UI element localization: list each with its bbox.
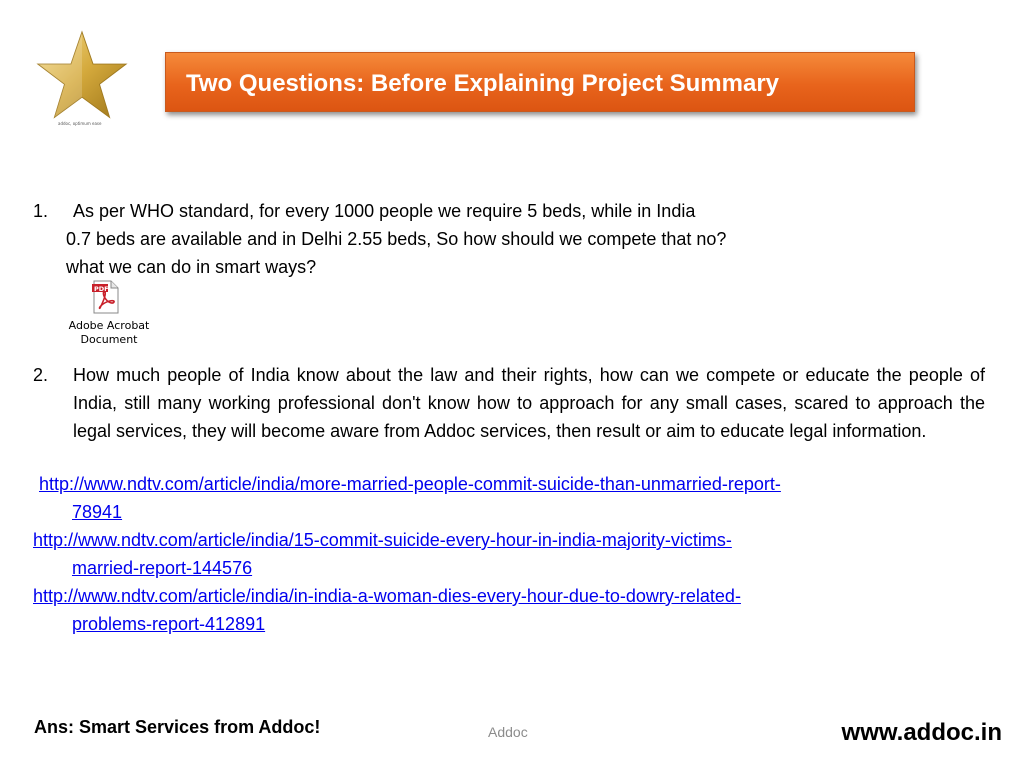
question-2-number: 2. bbox=[33, 365, 49, 385]
link-1-part-2: 78941 bbox=[72, 502, 123, 522]
question-2-text: How much people of India know about the law and their rights, how can we compete or educate the people of India, still many working professional don't know how to approach for any small cases, scared to approach the legal services, they will become aware from Addoc services, then result or aim to educate legal information. bbox=[73, 365, 985, 441]
footer-brand: Addoc bbox=[488, 724, 528, 740]
addoc-logo bbox=[30, 30, 134, 134]
pdf-file-icon bbox=[92, 280, 120, 314]
link-1-part-1: http://www.ndtv.com/article/india/more-married-people-commit-suicide-than-unmarried-report- bbox=[39, 474, 781, 494]
star-icon bbox=[36, 30, 128, 122]
question-1-line-3: what we can do in smart ways? bbox=[66, 257, 317, 277]
slide-title: Two Questions: Before Explaining Project Summary bbox=[186, 70, 780, 97]
title-banner bbox=[165, 52, 915, 112]
question-1-line-1: As per WHO standard, for every 1000 people we require 5 beds, while in India bbox=[73, 201, 696, 221]
reference-link-item bbox=[33, 582, 993, 638]
link-2-part-2: married-report-144576 bbox=[72, 558, 253, 578]
answer-text: Ans: Smart Services from Addoc! bbox=[34, 717, 321, 737]
question-1-number: 1. bbox=[33, 201, 49, 221]
pdf-attachment[interactable] bbox=[58, 278, 168, 352]
link-2-part-1: http://www.ndtv.com/article/india/15-commit-suicide-every-hour-in-india-majority-victims- bbox=[33, 530, 732, 550]
logo-tagline: addoc, optimum ease bbox=[58, 121, 102, 126]
pdf-label-line-1: Adobe Acrobat bbox=[68, 319, 150, 332]
link-3-part-1: http://www.ndtv.com/article/india/in-india-a-woman-dies-every-hour-due-to-dowry-related- bbox=[33, 586, 741, 606]
reference-link-3[interactable] bbox=[33, 582, 993, 638]
reference-link-2[interactable] bbox=[33, 526, 993, 582]
reference-link-1[interactable] bbox=[39, 470, 993, 526]
footer-website[interactable]: www.addoc.in bbox=[841, 719, 1002, 746]
reference-link-item bbox=[33, 470, 993, 526]
question-1-line-2: 0.7 beds are available and in Delhi 2.55 beds, So how should we compete that no? bbox=[66, 229, 727, 249]
pdf-label-line-2: Document bbox=[80, 333, 138, 346]
reference-links bbox=[33, 470, 993, 638]
reference-link-item bbox=[33, 526, 993, 582]
link-3-part-2: problems-report-412891 bbox=[72, 614, 266, 634]
svg-text:PDF: PDF bbox=[94, 285, 109, 293]
